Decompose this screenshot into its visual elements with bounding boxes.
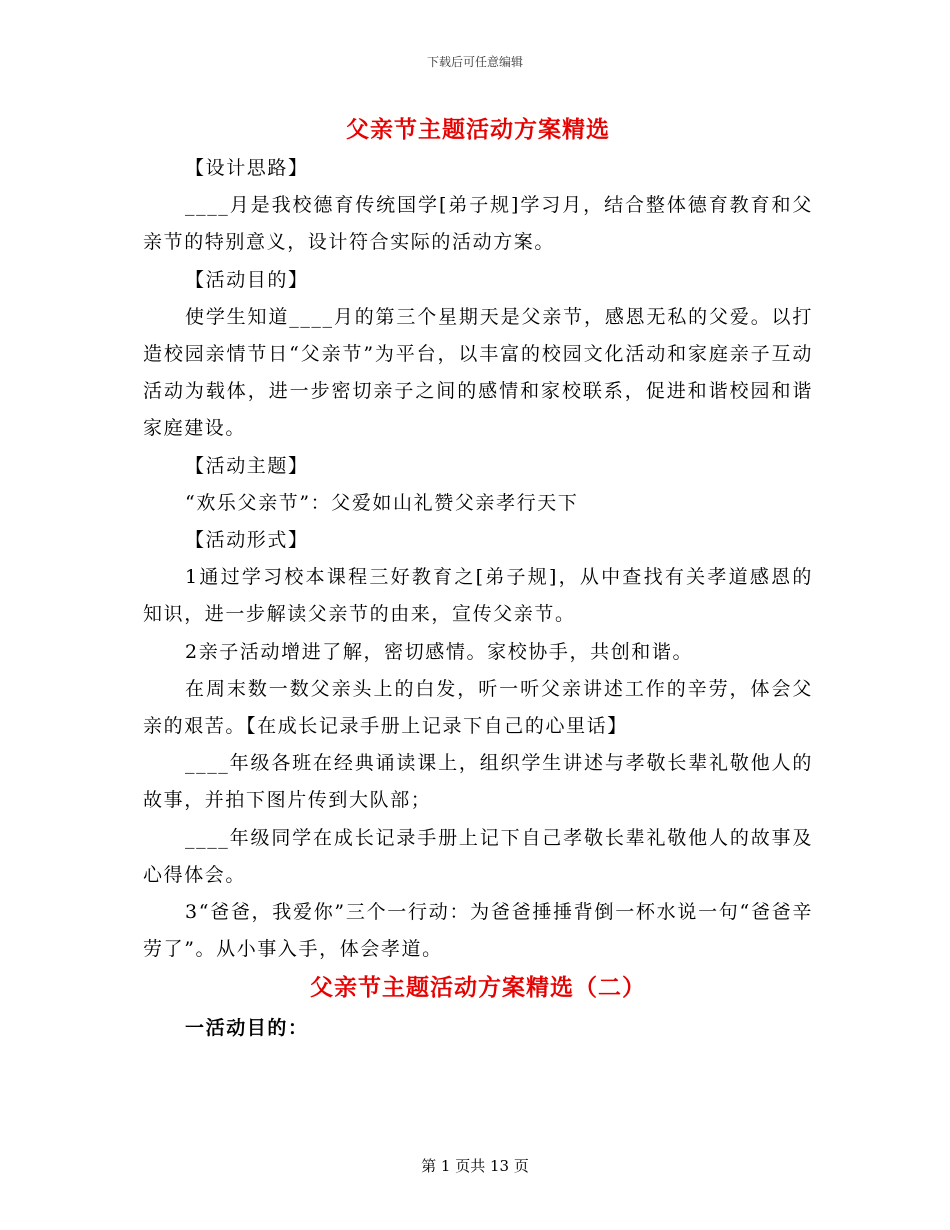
section-heading-bold: 一活动目的： <box>185 1017 309 1040</box>
paragraph: ____年级同学在成长记录手册上记下自己孝敬长辈礼敬他人的故事及心得体会。 <box>143 826 813 886</box>
section-heading-format: 【活动形式】 <box>185 529 309 552</box>
document-title: 父亲节主题活动方案精选 <box>346 116 610 143</box>
paragraph: 使学生知道____月的第三个星期天是父亲节，感恩无私的父爱。以打造校园亲情节日“父亲节”为平台，以丰富的校园文化活动和家庭亲子互动活动为载体，进一步密切亲子之间的感情和家校联系，促进和谐校园和谐家庭建设。 <box>143 305 813 440</box>
document-body <box>143 110 813 1048</box>
document-title-2: 父亲节主题活动方案精选（二） <box>310 974 646 1002</box>
paragraph: 3“爸爸，我爱你”三个一行动：为爸爸捶捶背倒一杯水说一句“爸爸辛劳了”。从小事入手，体会孝道。 <box>143 901 813 961</box>
section-heading-purpose: 【活动目的】 <box>185 268 309 291</box>
section-heading-theme: 【活动主题】 <box>185 454 309 477</box>
paragraph: “欢乐父亲节”：父爱如山礼赞父亲孝行天下 <box>185 491 579 514</box>
page-number: 第 1 页共 13 页 <box>421 1157 529 1175</box>
paragraph: 2亲子活动增进了解，密切感情。家校协手，共创和谐。 <box>185 640 694 663</box>
paragraph: 在周末数一数父亲头上的白发，听一听父亲讲述工作的辛劳，体会父亲的艰苦。【在成长记录手册上记录下自己的心里话】 <box>143 677 813 738</box>
section-heading-design: 【设计思路】 <box>185 157 309 179</box>
paragraph: 1通过学习校本课程三好教育之[弟子规]，从中查找有关孝道感恩的知识，进一步解读父亲节的由来，宣传父亲节。 <box>143 566 813 626</box>
header-note: 下载后可任意编辑 <box>426 55 523 69</box>
paragraph: ____年级各班在经典诵读课上，组织学生讲述与孝敬长辈礼敬他人的故事，并拍下图片传到大队部； <box>143 752 813 812</box>
paragraph: ____月是我校德育传统国学[弟子规]学习月，结合整体德育教育和父亲节的特别意义，设计符合实际的活动方案。 <box>143 194 813 254</box>
